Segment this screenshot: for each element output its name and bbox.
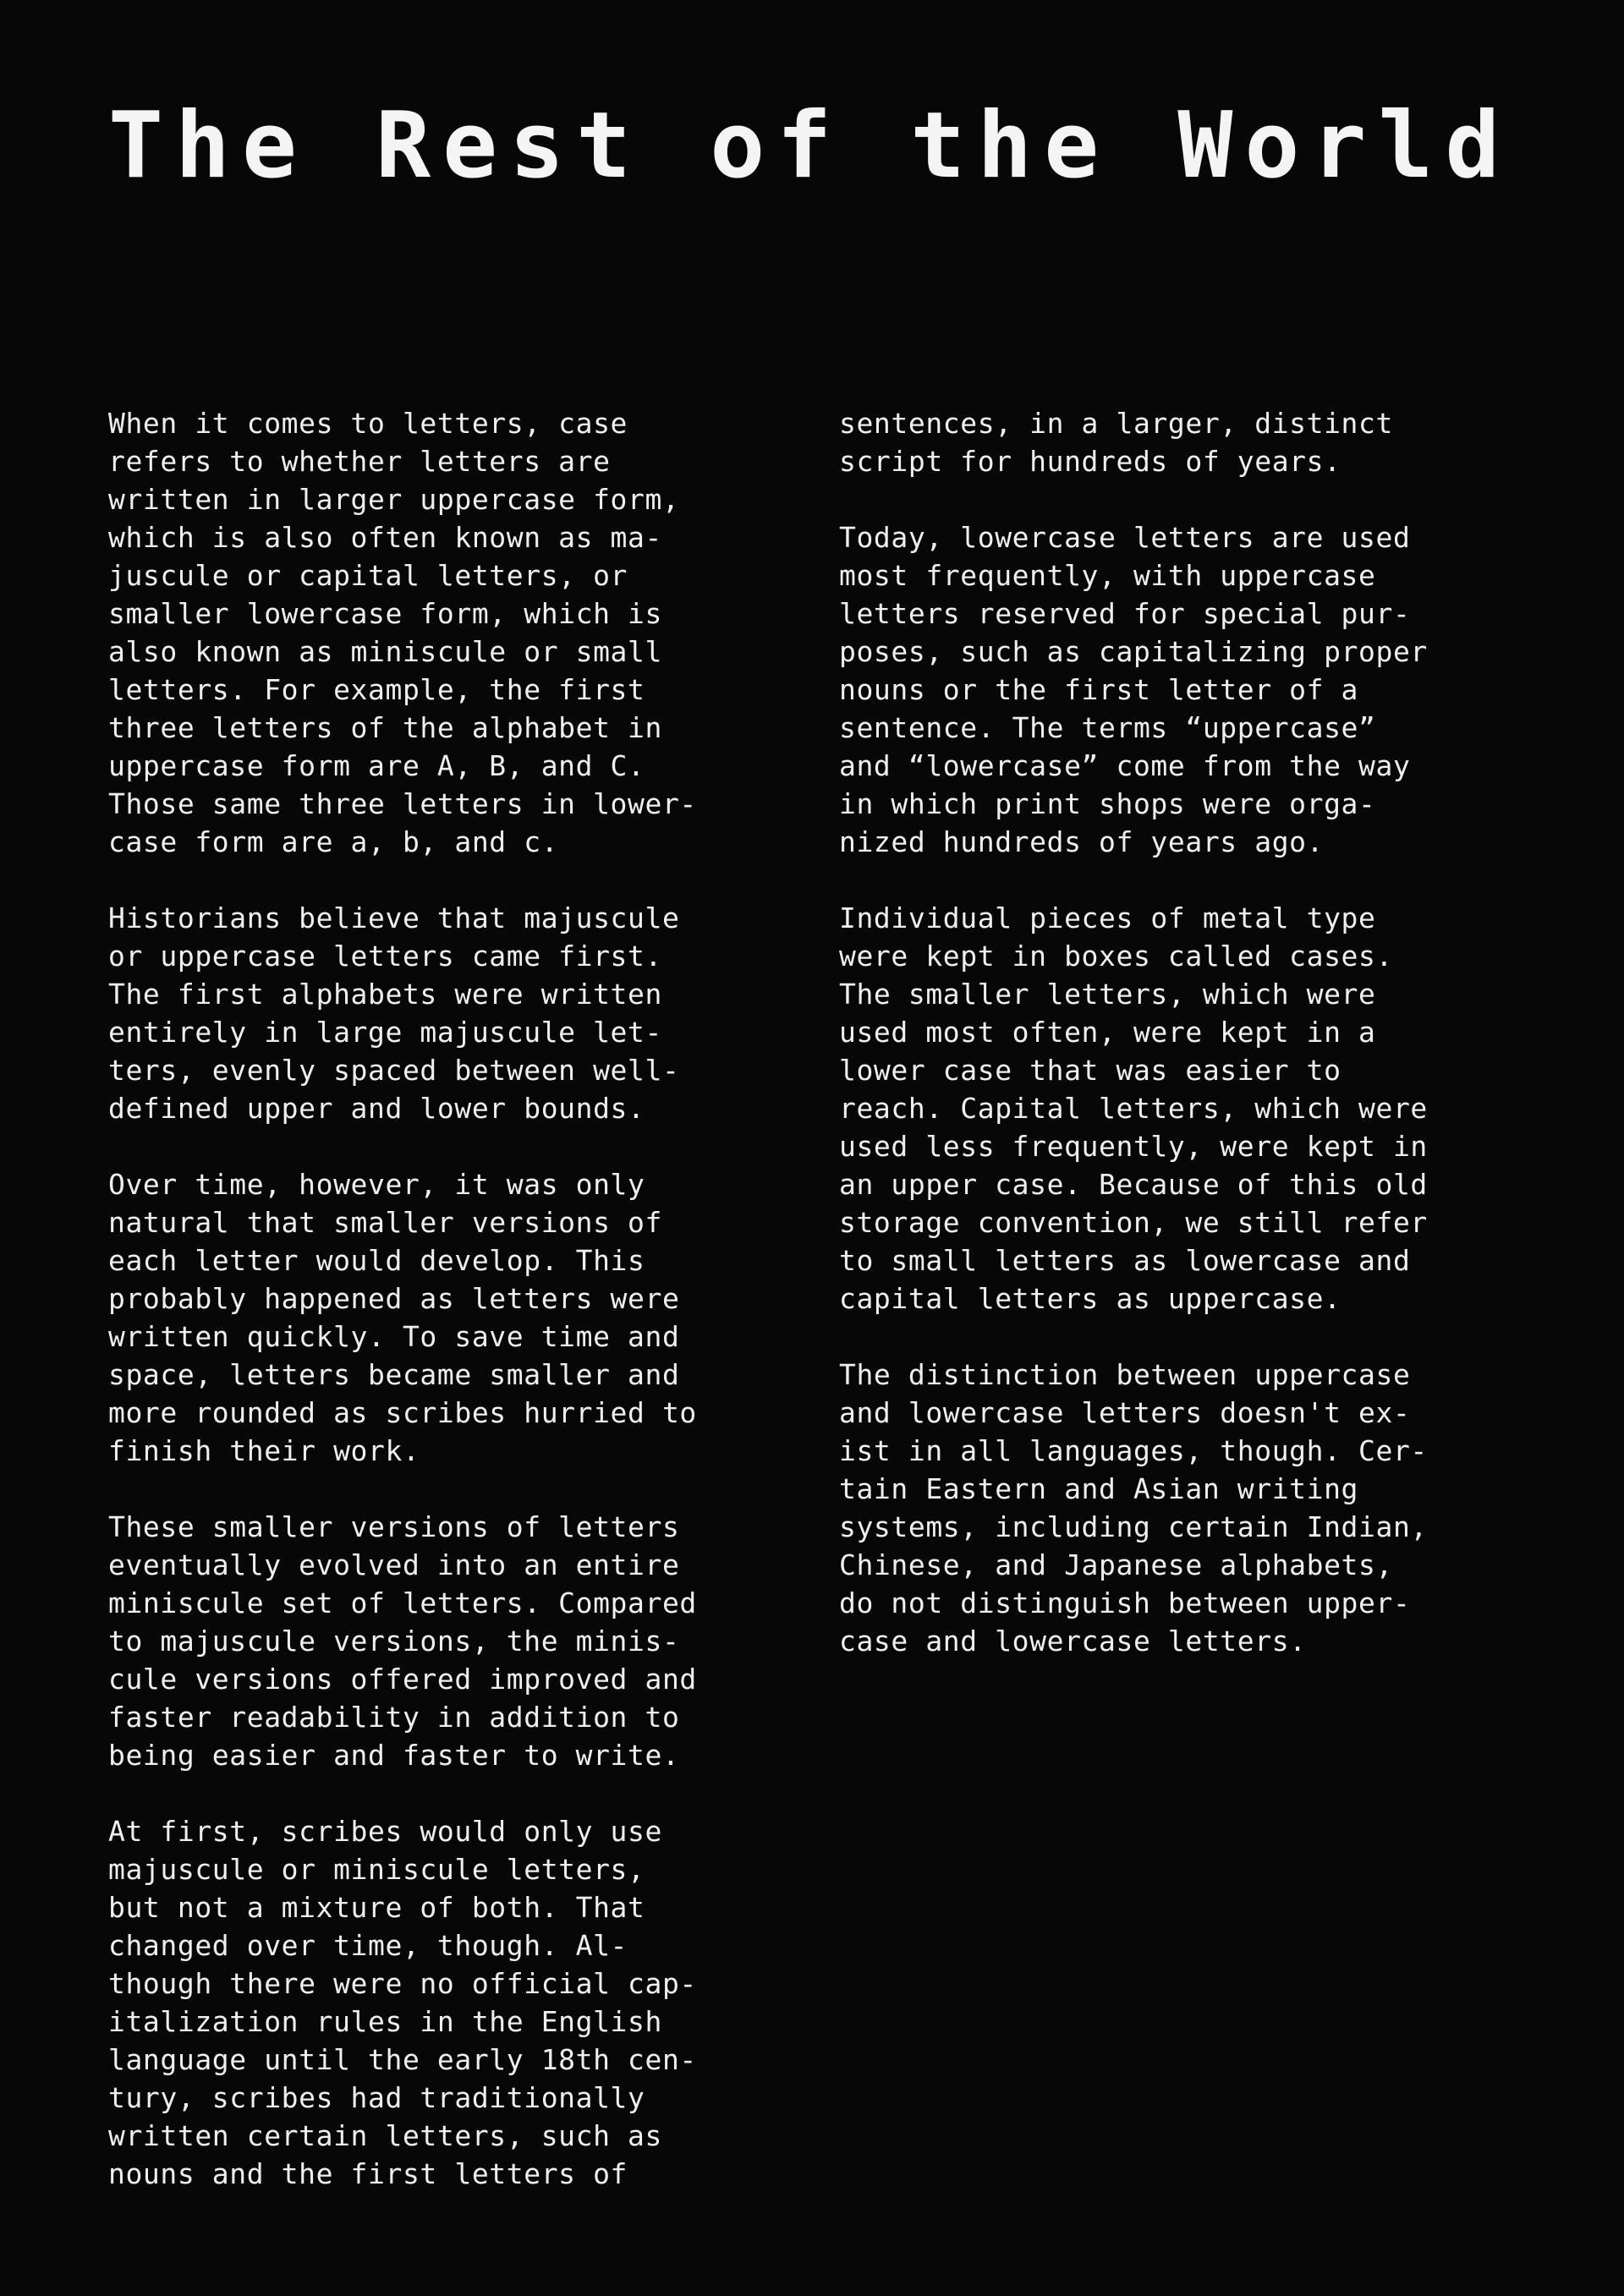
- paragraph-3: Over time, however, it was only natural that smaller versions of each letter would develop. This probably happened as letters were written quickly. To save time and space, letters became smaller and more rounded as scribes hurried to finish their work.: [108, 1168, 697, 1467]
- page-title: The Rest of the World: [108, 93, 1512, 199]
- paragraph-6: Today, lowercase letters are used most frequently, with uppercase letters reserved for special pur- poses, such as capitalizing proper nouns or the first letter of a sentence. The terms “uppercase” and “lowercase” come from the way in which print shops were orga- nized hundreds of years ago.: [839, 521, 1428, 858]
- paragraph-8: The distinction between uppercase and lowercase letters doesn't ex- ist in all languages, though. Cer- tain Eastern and Asian writing systems, including certain Indian, Chinese, and Japanese alphabets, do not distinguish between upper- case and lowercase letters.: [839, 1358, 1428, 1658]
- article-body: [108, 404, 1516, 2206]
- paragraph-7: Individual pieces of metal type were kept in boxes called cases. The smaller letters, which were used most often, were kept in a lower case that was easier to reach. Capital letters, which were used less frequently, were kept in an upper case. Because of this old storage convention, we still refer to small letters as lowercase and capital letters as uppercase.: [839, 901, 1428, 1315]
- paragraph-4: These smaller versions of letters eventually evolved into an entire miniscule set of letters. Compared to majuscule versions, the minis- cule versions offered improved and faster readability in addition to being easier and faster to write.: [108, 1510, 697, 1772]
- paragraph-1: When it comes to letters, case refers to whether letters are written in larger uppercase form, which is also often known as ma- juscule or capital letters, or smaller lowercase form, which is also known as miniscule or small letters. For example, the first three letters of the alphabet in uppercase form are A, B, and C. Those same three letters in lower- case form are a, b, and c.: [108, 407, 697, 858]
- paragraph-5: At first, scribes would only use majuscule or miniscule letters, but not a mixture of both. That changed over time, though. Al- though there were no official cap- italization rules in the English language until the early 18th cen- tury, scribes had traditionally written certain letters, such as nouns and the first letters of sentences, in a larger, distinct script for hundreds of years.: [108, 407, 1393, 2190]
- paragraph-2: Historians believe that majuscule or uppercase letters came first. The first alphabets were written entirely in large majuscule let- ters, evenly spaced between well- defined upper and lower bounds.: [108, 901, 680, 1125]
